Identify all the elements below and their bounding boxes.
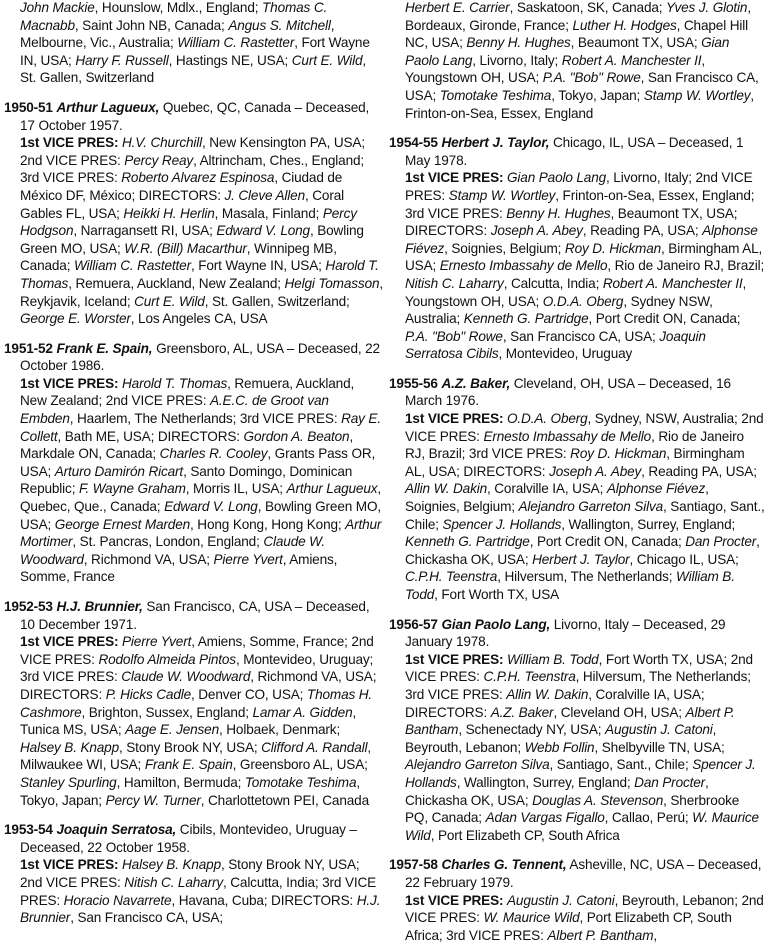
entry-text: , Brighton, Sussex, England;: [81, 704, 253, 720]
entry-text: , Youngstown OH, USA;: [405, 275, 747, 309]
entry-heading: [4, 99, 384, 134]
person-name: Webb Follin: [524, 739, 595, 755]
person-name: A.Z. Baker: [490, 704, 554, 720]
person-name: Harold T. Thomas: [20, 258, 379, 291]
person-name: Ernesto Imbassahy de Mello: [483, 428, 652, 444]
officers-list: [4, 375, 384, 586]
officers-list: [4, 856, 384, 926]
person-name: Tomotake Teshima: [439, 87, 552, 103]
entry-heading: [389, 134, 765, 169]
person-name: Nitish C. Laharry: [124, 874, 223, 890]
person-name: C.P.H. Teenstra: [483, 669, 576, 685]
continued-entry: [389, 0, 765, 122]
entry-text: , Bowling Green MO, USA;: [20, 223, 364, 256]
officers-list: [389, 892, 765, 945]
entry-text: , Sydney, NSW, Australia; 2nd VICE PRES:: [405, 411, 764, 444]
person-name: Roy D. Hickman: [564, 240, 662, 256]
term-years: 1950-51: [4, 99, 53, 115]
entry-text: , Masala, Finland;: [214, 205, 323, 221]
person-name: Heikki H. Herlin: [123, 205, 215, 221]
person-name: Kenneth G. Partridge: [463, 311, 589, 327]
entry-text: , Ciudad de México DF, México; DIRECTORS:: [20, 170, 343, 203]
entry-heading: [389, 375, 765, 410]
entry-text: , Rio de Janeiro RJ, Brazil;: [607, 258, 765, 274]
term-entry: [389, 616, 765, 845]
entry-text: , Youngstown OH, USA;: [405, 52, 706, 86]
entry-text: , Birmingham AL, USA;: [405, 240, 763, 274]
person-name: Ernesto Imbassahy de Mello: [439, 258, 608, 274]
term-entry: [389, 375, 765, 604]
president-location: Chicago, IL, USA – Deceased, 1 May 1978.: [405, 135, 744, 168]
entry-heading: [4, 821, 384, 856]
entry-text: , Richmond VA, USA;: [83, 551, 214, 567]
president-location: Quebec, QC, Canada – Deceased, 17 October 1957.: [20, 99, 370, 133]
term-entry: [4, 598, 384, 809]
person-name: O.D.A. Oberg: [507, 411, 588, 427]
person-name: Harold T. Thomas: [122, 375, 228, 391]
person-name: Dan Procter: [685, 534, 757, 550]
role-label: 1st VICE PRES:: [20, 857, 122, 873]
entry-text: , Narragansett RI, USA;: [73, 223, 217, 239]
role-label: 1st VICE PRES:: [405, 411, 507, 427]
person-name: H.V. Churchill: [122, 135, 202, 151]
entry-text: , Saskatoon, SK, Canada;: [509, 0, 667, 15]
person-name: Clifford A. Randall: [261, 739, 368, 755]
person-name: Augustin J. Catoni: [507, 892, 615, 908]
person-name: C.P.H. Teenstra: [405, 569, 498, 585]
entry-text: , Chickasha OK, USA;: [405, 774, 709, 808]
person-name: Albert P. Bantham: [547, 927, 654, 943]
person-name: Percy W. Turner: [105, 792, 201, 808]
person-name: O.D.A. Oberg: [542, 293, 624, 309]
entry-text: , Port Elizabeth CP, South Africa; 3rd VICE PRES:: [405, 910, 732, 943]
entry-text: , St. Gallen, Switzerland: [20, 52, 366, 86]
person-name: Benny H. Hughes: [506, 205, 611, 221]
person-name: Aage E. Jensen: [125, 722, 220, 738]
entry-text: , Stony Brook NY, USA;: [119, 739, 262, 755]
entry-text: , Greensboro AL, USA;: [232, 757, 368, 773]
person-name: Ray E. Collett: [20, 411, 381, 444]
entry-text: , Livorno, Italy; 2nd VICE PRES:: [405, 170, 753, 203]
president-name: Charles G. Tennent,: [441, 857, 567, 873]
person-name: Stamp W. Wortley: [448, 187, 556, 203]
entry-text: , Sydney NSW, Australia;: [405, 293, 713, 327]
person-name: Pierre Yvert: [122, 634, 192, 650]
officers-list: [4, 0, 384, 87]
entry-text: , San Francisco CA, USA;: [70, 910, 223, 926]
term-years: 1953-54: [4, 822, 53, 838]
entry-text: , Sherbrooke PQ, Canada;: [405, 792, 740, 826]
entry-text: , Tokyo, Japan;: [20, 774, 360, 808]
right-column: [389, 0, 765, 945]
person-name: Arthur Mortimer: [20, 516, 382, 550]
entry-text: , Port Credit ON, Canada;: [529, 534, 686, 550]
person-name: Harry F. Russell: [75, 52, 169, 68]
term-years: 1952-53: [4, 599, 53, 614]
president-name: Herbert J. Taylor,: [441, 135, 550, 151]
term-entry: [4, 821, 384, 927]
entry-text: ,: [653, 927, 658, 943]
entry-text: , Cleveland OH, USA;: [553, 704, 686, 720]
entry-text: , Beaumont TX, USA; DIRECTORS:: [405, 205, 738, 239]
entry-text: , Hounslow, Mdlx., England;: [94, 0, 262, 15]
president-location: Greensboro, AL, USA – Deceased, 22 October 1986.: [20, 340, 380, 374]
person-name: Joseph A. Abey: [490, 223, 583, 239]
entry-text: , Schenectady NY, USA;: [458, 722, 606, 738]
term-years: 1957-58: [389, 857, 438, 873]
person-name: Adan Vargas Figallo: [485, 810, 605, 826]
entry-text: , Birmingham AL, USA; DIRECTORS:: [405, 446, 745, 479]
role-label: 1st VICE PRES:: [20, 135, 122, 151]
entry-heading: [389, 856, 765, 891]
entry-text: , Haarlem, The Netherlands; 3rd VICE PRES:: [69, 411, 342, 427]
entry-text: , Tunica MS, USA;: [20, 704, 357, 738]
person-name: Edward V. Long: [216, 223, 310, 239]
person-name: Albert P. Bantham: [405, 704, 735, 738]
person-name: Douglas A. Stevenson: [532, 792, 664, 808]
term-entry: [4, 340, 384, 586]
entry-text: , Denver CO, USA;: [191, 686, 307, 702]
entry-text: , Altrincham, Ches., England; 3rd VICE PRES:: [20, 152, 365, 186]
person-name: Halsey B. Knapp: [20, 739, 120, 755]
person-name: Frank E. Spain: [144, 757, 233, 773]
person-name: William C. Rastetter: [73, 258, 191, 274]
person-name: George Ernest Marden: [54, 516, 191, 532]
person-name: Helgi Tomasson: [284, 275, 380, 291]
person-name: Percy Hodgson: [20, 205, 357, 239]
person-name: Claude W. Woodward: [20, 534, 325, 567]
entry-text: , Reading PA, USA;: [641, 463, 757, 479]
person-name: Robert A. Manchester II: [561, 52, 702, 68]
entry-text: , Hastings NE, USA;: [168, 52, 292, 68]
entry-text: , Frinton-on-Sea, Essex, England; 3rd VICE PRES:: [405, 187, 755, 221]
person-name: Lamar A. Gidden: [252, 704, 353, 720]
left-column: [4, 0, 384, 939]
entry-text: , Santo Domingo, Dominican Republic;: [20, 463, 353, 497]
person-name: Arthur Lagueux: [286, 481, 378, 497]
entry-text: , Chicago IL, USA;: [629, 551, 739, 567]
person-name: Angus S. Mitchell: [228, 17, 331, 33]
entry-text: , Markdale ON, Canada;: [20, 428, 354, 462]
entry-text: , Remuera, Auckland, New Zealand; 2nd VICE PRES:: [20, 375, 355, 409]
person-name: W.R. (Bill) Macarthur: [124, 240, 247, 256]
entry-text: , Frinton-on-Sea, Essex, England: [405, 87, 755, 121]
person-name: Dan Procter: [634, 774, 706, 790]
entry-text: , Morris IL, USA;: [185, 481, 287, 497]
term-entry: [389, 856, 765, 944]
entry-text: , Reykjavik, Iceland;: [20, 275, 384, 309]
entry-text: , Rio de Janeiro RJ, Brazil; 3rd VICE PRES:: [405, 428, 744, 462]
president-name: Joaquin Serratosa,: [56, 822, 177, 838]
person-name: Curt E. Wild: [134, 293, 205, 309]
person-name: Pierre Yvert: [213, 551, 283, 567]
person-name: Alphonse Fiévez: [405, 223, 758, 256]
entry-text: , Port Elizabeth CP, South Africa: [430, 827, 620, 843]
person-name: Alejandro Garreton Silva: [518, 499, 664, 515]
entry-text: , Beyrouth, Lebanon;: [405, 722, 717, 755]
entry-text: , Havana, Cuba; DIRECTORS:: [171, 892, 357, 908]
entry-text: , Soignies, Belgium;: [444, 240, 565, 256]
term-entry: [4, 99, 384, 328]
entry-text: , Stony Brook NY, USA; 2nd VICE PRES:: [20, 857, 360, 890]
person-name: William B. Todd: [507, 651, 599, 667]
entry-text: , Quebec, Que., Canada;: [20, 481, 382, 515]
person-name: Edward V. Long: [164, 499, 258, 515]
entry-text: , Coralville IA, USA; DIRECTORS:: [405, 686, 705, 720]
entry-text: , Soignies, Belgium;: [405, 481, 709, 515]
person-name: Nitish C. Laharry: [405, 275, 504, 291]
president-name: H.J. Brunnier,: [56, 599, 143, 614]
person-name: P.A. "Bob" Rowe: [542, 70, 641, 86]
entry-text: , St. Gallen, Switzerland;: [204, 293, 350, 309]
person-name: Allin W. Dakin: [405, 481, 487, 497]
term-years: 1951-52: [4, 340, 53, 356]
entry-text: , Fort Worth TX, USA; 2nd VICE PRES:: [405, 651, 753, 685]
entry-text: , Hilversum, The Netherlands;: [497, 569, 677, 585]
person-name: Spencer J. Hollands: [442, 516, 562, 532]
president-location: Livorno, Italy – Deceased, 29 January 1978.: [405, 616, 726, 650]
person-name: Stanley Spurling: [20, 774, 117, 790]
person-name: Herbert E. Carrier: [405, 0, 510, 15]
entry-text: , Melbourne, Vic., Australia;: [20, 17, 335, 51]
person-name: Percy Reay: [124, 152, 194, 168]
person-name: Horacio Navarrete: [63, 892, 172, 908]
entry-heading: [4, 598, 384, 633]
entry-text: , Fort Wayne IN, USA;: [190, 258, 326, 274]
person-name: Yves J. Glotin: [666, 0, 748, 15]
entry-text: , Bordeaux, Gironde, France;: [405, 0, 751, 33]
officers-list: [4, 134, 384, 328]
entry-text: , Hamilton, Bermuda;: [116, 774, 245, 790]
officers-list: [389, 410, 765, 604]
entry-text: , Reading PA, USA;: [582, 223, 703, 239]
entry-text: , Hilversum, The Netherlands; 3rd VICE PRES:: [405, 669, 751, 702]
person-name: William B. Todd: [405, 569, 735, 602]
term-years: 1956-57: [389, 616, 438, 632]
term-years: 1954-55: [389, 135, 438, 151]
entry-text: , Milwaukee WI, USA;: [20, 739, 371, 773]
person-name: Tomotake Teshima: [244, 774, 357, 790]
president-location: Asheville, NC, USA – Deceased, 22 February 1979.: [405, 857, 762, 890]
entry-heading: [4, 340, 384, 375]
person-name: P. Hicks Cadle: [105, 686, 192, 702]
person-name: Alphonse Fiévez: [606, 481, 706, 497]
person-name: Joseph A. Abey: [549, 463, 642, 479]
officers-list: [4, 633, 384, 809]
person-name: Luther H. Hodges: [572, 17, 677, 33]
entry-text: , Amiens, Somme, France; 2nd VICE PRES:: [20, 634, 374, 667]
role-label: 1st VICE PRES:: [405, 892, 507, 908]
entry-text: , Hong Kong, Hong Kong;: [190, 516, 346, 532]
officers-list: [389, 169, 765, 363]
person-name: George E. Worster: [20, 311, 131, 327]
entry-text: , Holbaek, Denmark;: [219, 722, 341, 738]
officers-list: [389, 651, 765, 845]
entry-heading: [389, 616, 765, 651]
entry-text: , San Francisco CA, USA;: [502, 328, 660, 344]
person-name: Roy D. Hickman: [570, 446, 667, 462]
entry-text: , Calcutta, India;: [503, 275, 603, 291]
person-name: Herbert J. Taylor: [532, 551, 630, 567]
person-name: Augustin J. Catoni: [605, 722, 713, 738]
entry-text: , Tokyo, Japan;: [551, 87, 644, 103]
person-name: Benny H. Hughes: [466, 35, 571, 51]
entry-text: , St. Pancras, London, England;: [72, 534, 264, 550]
person-name: Arturo Damirón Ricart: [54, 463, 184, 479]
entry-text: , Charlottetown PEI, Canada: [200, 792, 369, 808]
person-name: John Mackie: [20, 0, 95, 15]
role-label: 1st VICE PRES:: [405, 170, 507, 186]
person-name: Gordon A. Beaton: [243, 428, 350, 444]
role-label: 1st VICE PRES:: [405, 651, 507, 667]
president-name: Arthur Lagueux,: [56, 99, 160, 115]
person-name: Thomas C. Macnabb: [20, 0, 328, 33]
entry-text: , Bowling Green MO, USA;: [20, 499, 382, 532]
president-location: Cibils, Montevideo, Uruguay – Deceased, 22 October 1958.: [20, 822, 357, 855]
person-name: William C. Rastetter: [177, 35, 295, 51]
person-name: W. Maurice Wild: [483, 910, 580, 926]
role-label: 1st VICE PRES:: [20, 375, 122, 391]
entry-text: , New Kensington PA, USA; 2nd VICE PRES:: [20, 135, 365, 168]
entry-text: , Richmond VA, USA; DIRECTORS:: [20, 669, 377, 702]
entry-text: , Remuera, Auckland, New Zealand;: [68, 275, 285, 291]
entry-text: , Callao, Perú;: [604, 810, 693, 826]
entry-text: , Wallington, Surrey, England;: [456, 774, 635, 790]
entry-text: , Beyrouth, Lebanon; 2nd VICE PRES:: [405, 892, 764, 926]
person-name: Charles R. Cooley: [159, 446, 268, 462]
person-name: Robert A. Manchester II: [602, 275, 743, 291]
person-name: P.A. "Bob" Rowe: [405, 328, 503, 344]
entry-text: , Bath ME, USA; DIRECTORS:: [57, 428, 244, 444]
person-name: H.J. Brunnier: [20, 892, 381, 926]
entry-text: , Port Credit ON, Canada;: [588, 311, 741, 327]
continued-entry: [4, 0, 384, 87]
entry-text: , Chickasha OK, USA;: [405, 534, 760, 567]
entry-text: , Los Angeles CA, USA: [130, 311, 268, 327]
president-name: Gian Paolo Lang,: [441, 616, 551, 632]
person-name: Claude W. Woodward: [121, 669, 251, 685]
term-entry: [389, 134, 765, 363]
president-name: A.Z. Baker,: [441, 375, 511, 391]
entry-text: , Saint John NB, Canada;: [74, 17, 229, 33]
person-name: W. Maurice Wild: [405, 810, 759, 843]
person-name: F. Wayne Graham: [78, 481, 186, 497]
person-name: Kenneth G. Partridge: [405, 534, 530, 550]
person-name: Roberto Alvarez Espinosa: [121, 170, 275, 186]
person-name: Joaquin Serratosa Cibils: [405, 328, 706, 362]
entry-text: , San Francisco CA, USA;: [405, 70, 759, 103]
person-name: Gian Paolo Lang: [405, 35, 730, 68]
person-name: Halsey B. Knapp: [122, 857, 222, 873]
entry-text: , Calcutta, India; 3rd VICE PRES:: [20, 874, 377, 908]
person-name: Spencer J. Hollands: [405, 757, 756, 790]
entry-text: , Chapel Hill NC, USA;: [405, 17, 748, 51]
entry-text: , Livorno, Italy;: [472, 52, 562, 68]
president-name: Frank E. Spain,: [56, 340, 153, 356]
entry-text: , Fort Worth TX, USA: [434, 587, 560, 602]
entry-text: , Amiens, Somme, France: [20, 551, 338, 585]
entry-text: , Shelbyville TN, USA;: [594, 739, 725, 755]
person-name: Thomas H. Cashmore: [20, 686, 373, 720]
entry-text: , Beaumont TX, USA;: [570, 35, 702, 51]
entry-text: , Santiago, Sant., Chile;: [549, 757, 693, 773]
entry-text: , Coral Gables FL, USA;: [20, 187, 344, 221]
entry-text: , Fort Wayne IN, USA;: [20, 35, 370, 68]
person-name: Rodolfo Almeida Pintos: [98, 651, 236, 667]
entry-text: , Winnipeg MB, Canada;: [20, 240, 337, 274]
entry-text: , Santiago, Sant., Chile;: [405, 499, 765, 532]
person-name: J. Cleve Allen: [224, 187, 305, 203]
person-name: Gian Paolo Lang: [507, 170, 607, 186]
term-years: 1955-56: [389, 375, 438, 391]
president-location: San Francisco, CA, USA – Deceased, 10 December 1971.: [20, 599, 370, 632]
role-label: 1st VICE PRES:: [20, 634, 122, 650]
president-location: Cleveland, OH, USA – Deceased, 16 March 1976.: [405, 375, 731, 409]
entry-text: , Montevideo, Uruguay; 3rd VICE PRES:: [20, 651, 374, 685]
entry-text: , Coralville IA, USA;: [487, 481, 607, 497]
person-name: Curt E. Wild: [291, 52, 363, 68]
entry-text: , Grants Pass OR, USA;: [20, 446, 376, 479]
entry-text: , Montevideo, Uruguay: [498, 346, 633, 362]
person-name: Allin W. Dakin: [506, 686, 589, 702]
entry-text: , Wallington, Surrey, England;: [561, 516, 736, 532]
person-name: Alejandro Garreton Silva: [405, 757, 550, 773]
person-name: A.E.C. de Groot van Embden: [20, 393, 329, 427]
person-name: Stamp W. Wortley: [643, 87, 751, 103]
officers-list: [389, 0, 765, 122]
